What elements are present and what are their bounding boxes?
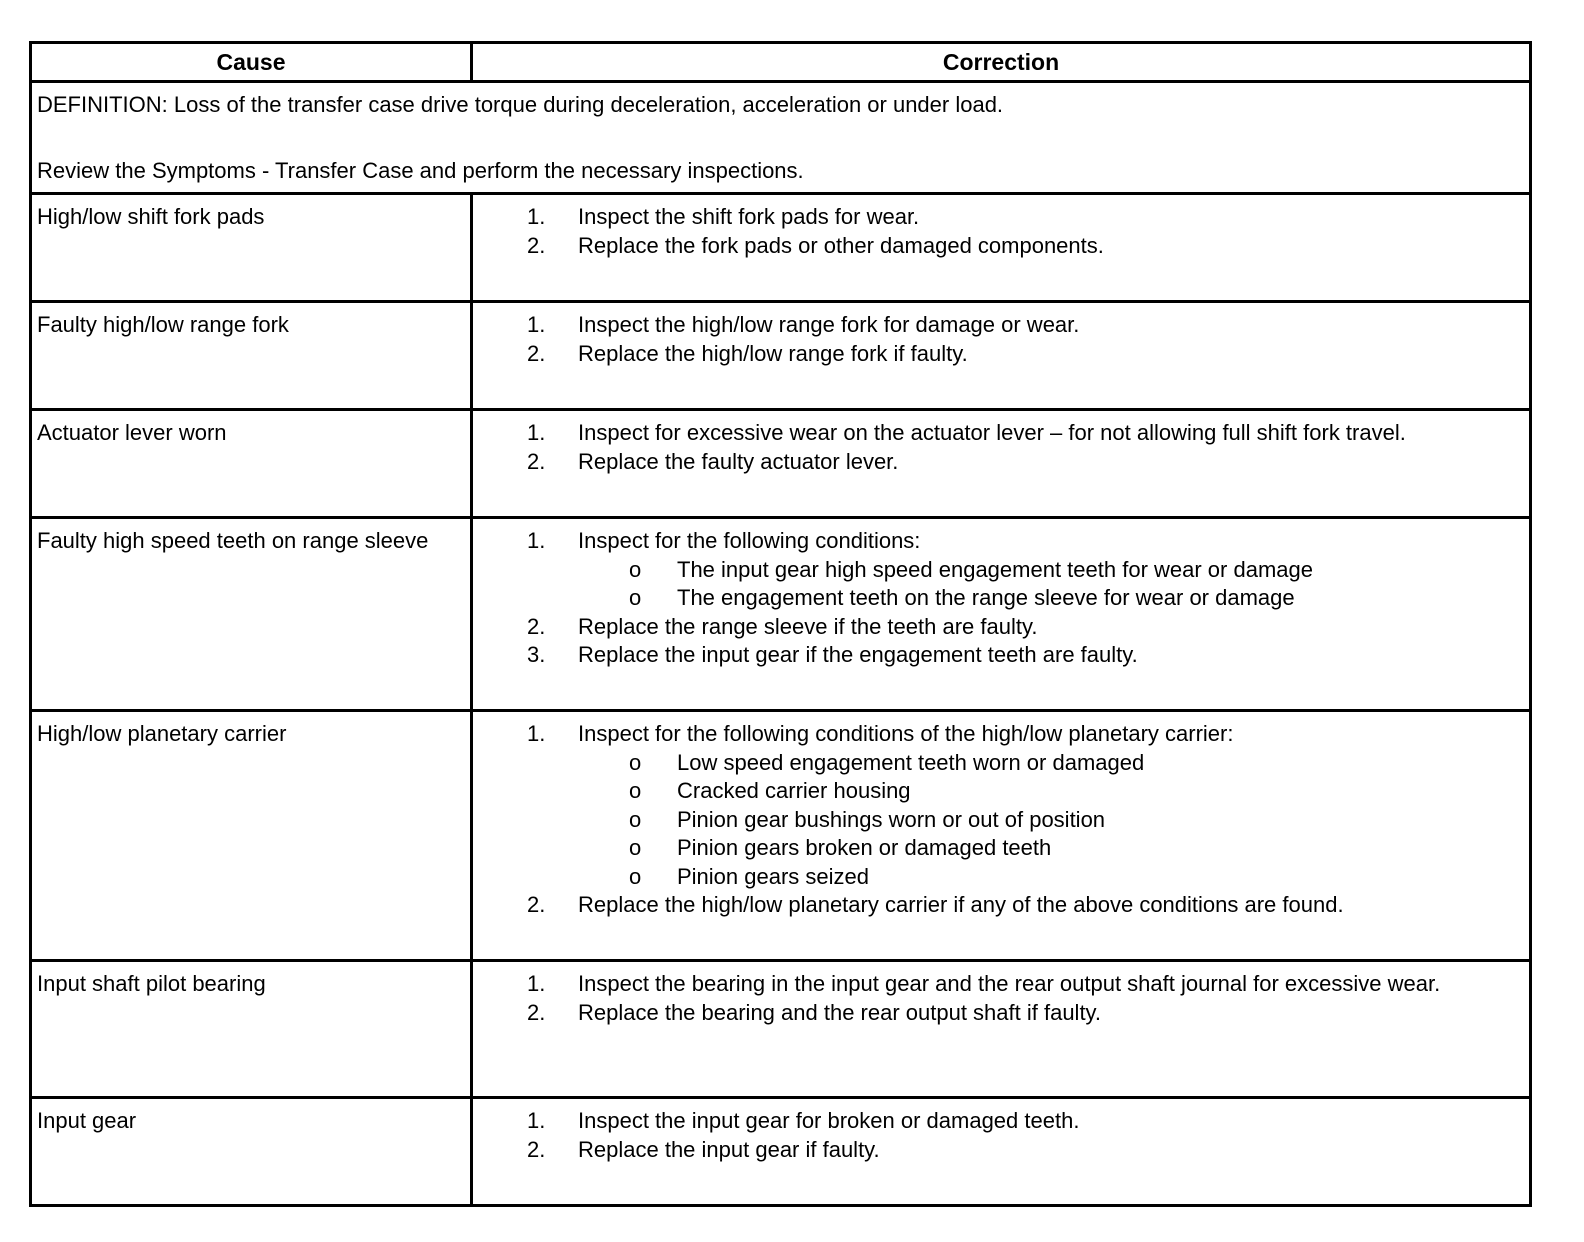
table-row [31, 711, 1531, 961]
step-text: Replace the high/low range fork if faulty. [578, 340, 968, 366]
correction-step [473, 527, 1525, 556]
bullet-marker: o [629, 835, 642, 860]
correction-step [473, 1136, 1525, 1165]
step-number: 1. [527, 420, 546, 445]
correction-step [473, 613, 1525, 642]
definition-text: DEFINITION: Loss of the transfer case drive torque during deceleration, acceleration or under load. [37, 92, 1004, 117]
definition-row [31, 82, 1531, 194]
header-row [31, 43, 1531, 82]
correction-substep [473, 584, 1525, 613]
step-number: 1. [527, 312, 546, 337]
step-text: Inspect the bearing in the input gear and the rear output shaft journal for excessive wear. [578, 971, 1441, 996]
definition-cell [31, 82, 1531, 194]
step-number: 2. [527, 613, 546, 639]
diagnostic-table [29, 41, 1532, 1207]
cause-header: Cause [31, 43, 472, 82]
correction-cell [472, 302, 1531, 410]
cause-cell: Faulty high/low range fork [31, 302, 472, 410]
bullet-marker: o [629, 863, 642, 889]
step-number: 2. [527, 232, 546, 258]
table-row [31, 194, 1531, 302]
cause-cell: High/low planetary carrier [31, 711, 472, 961]
correction-step [473, 999, 1525, 1028]
table-row [31, 410, 1531, 518]
correction-step [473, 448, 1525, 477]
step-text: Inspect the high/low range fork for damage or wear. [578, 312, 1080, 337]
step-text: Replace the fork pads or other damaged components. [578, 232, 1104, 258]
bullet-marker: o [629, 778, 642, 803]
bullet-marker: o [629, 806, 642, 832]
step-text: Replace the input gear if the engagement teeth are faulty. [578, 642, 1138, 667]
correction-header: Correction [472, 43, 1531, 82]
step-text: Inspect the shift fork pads for wear. [578, 204, 920, 229]
correction-cell [472, 961, 1531, 1098]
step-text: Replace the input gear if faulty. [578, 1136, 880, 1162]
substep-text: Pinion gear bushings worn or out of position [677, 806, 1106, 832]
step-number: 2. [527, 448, 546, 474]
substep-text: Pinion gears seized [677, 863, 870, 889]
bullet-marker: o [629, 556, 642, 582]
step-text: Inspect for excessive wear on the actuator lever – for not allowing full shift fork travel. [578, 420, 1406, 445]
correction-step [473, 720, 1525, 749]
correction-cell [472, 1098, 1531, 1206]
step-text: Replace the bearing and the rear output shaft if faulty. [578, 999, 1102, 1025]
correction-step [473, 311, 1525, 340]
step-text: Replace the high/low planetary carrier if any of the above conditions are found. [578, 892, 1344, 917]
correction-step [473, 891, 1525, 920]
step-number: 3. [527, 642, 546, 667]
correction-substep [473, 777, 1525, 806]
bullet-marker: o [629, 585, 642, 610]
cause-cell: Input shaft pilot bearing [31, 961, 472, 1098]
step-number: 1. [527, 721, 546, 746]
step-number: 1. [527, 971, 546, 996]
step-text: Inspect for the following conditions: [578, 528, 921, 553]
step-number: 2. [527, 892, 546, 917]
cause-cell: Actuator lever worn [31, 410, 472, 518]
table-row [31, 518, 1531, 711]
correction-step [473, 641, 1525, 670]
substep-text: The engagement teeth on the range sleeve for wear or damage [677, 585, 1295, 610]
bullet-marker: o [629, 749, 642, 775]
table-row [31, 961, 1531, 1098]
step-number: 1. [527, 1108, 546, 1133]
cause-cell: Input gear [31, 1098, 472, 1206]
correction-step [473, 232, 1525, 261]
cause-cell: High/low shift fork pads [31, 194, 472, 302]
step-text: Inspect the input gear for broken or damaged teeth. [578, 1108, 1080, 1133]
substep-text: Pinion gears broken or damaged teeth [677, 835, 1052, 860]
correction-step [473, 340, 1525, 369]
substep-text: Cracked carrier housing [677, 778, 911, 803]
step-number: 1. [527, 528, 546, 553]
step-number: 2. [527, 999, 546, 1025]
correction-step [473, 1107, 1525, 1136]
correction-substep [473, 749, 1525, 778]
step-number: 2. [527, 340, 546, 366]
review-text: Review the Symptoms - Transfer Case and perform the necessary inspections. [37, 158, 804, 183]
correction-substep [473, 806, 1525, 835]
cause-cell: Faulty high speed teeth on range sleeve [31, 518, 472, 711]
correction-substep [473, 863, 1525, 892]
correction-step [473, 203, 1525, 232]
correction-cell [472, 711, 1531, 961]
correction-substep [473, 834, 1525, 863]
substep-text: Low speed engagement teeth worn or damaged [677, 749, 1145, 775]
step-text: Replace the range sleeve if the teeth are faulty. [578, 613, 1038, 639]
correction-step [473, 970, 1525, 999]
table-row [31, 302, 1531, 410]
correction-cell [472, 410, 1531, 518]
correction-step [473, 419, 1525, 448]
correction-substep [473, 556, 1525, 585]
correction-cell [472, 518, 1531, 711]
table-row [31, 1098, 1531, 1206]
correction-cell [472, 194, 1531, 302]
step-text: Inspect for the following conditions of the high/low planetary carrier: [578, 721, 1234, 746]
substep-text: The input gear high speed engagement teeth for wear or damage [677, 556, 1313, 582]
step-number: 2. [527, 1136, 546, 1162]
step-text: Replace the faulty actuator lever. [578, 448, 899, 474]
step-number: 1. [527, 204, 546, 229]
